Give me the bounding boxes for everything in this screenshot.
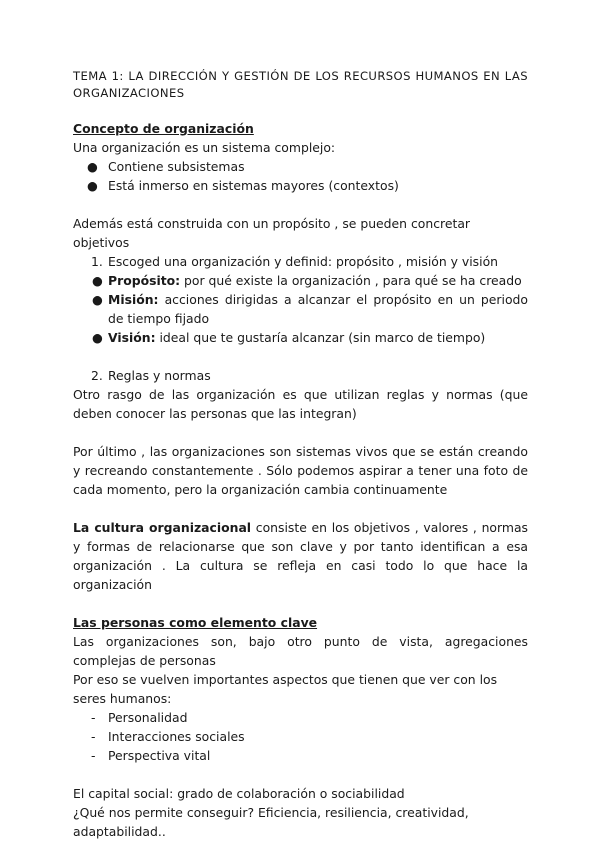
bullet-icon: ●	[87, 159, 98, 174]
list-item-text: Perspectiva vital	[108, 748, 211, 763]
list-item	[73, 252, 528, 271]
section2-para1: Las organizaciones son, bajo otro punto de vista, agregaciones complejas de personas	[73, 634, 528, 668]
term-definition: acciones dirigidas a alcanzar el propósito en un periodo de tiempo fijado	[108, 292, 528, 326]
dash-icon: -	[91, 710, 96, 725]
living-systems-paragraph: Por último , las organizaciones son sistemas vivos que se están creando y recreando constantemente . Sólo podemos aspirar a tener una foto de cada momento, pero la organización cambia continuamente	[73, 444, 528, 497]
list-item	[73, 746, 528, 765]
list-number: 1.	[91, 254, 103, 269]
list-item-text: Contiene subsistemas	[108, 159, 245, 174]
list-item	[73, 176, 528, 195]
list-item	[73, 290, 528, 328]
culture-paragraph	[73, 518, 528, 594]
culture-text: consiste en los objetivos , valores , normas y formas de relacionarse que son clave y por tanto identifican a esa organización . La cultura se refleja en casi todo lo que hace la organización	[73, 520, 528, 592]
list-item	[73, 328, 528, 347]
purpose-list	[73, 252, 528, 385]
capital-line1: El capital social: grado de colaboración o sociabilidad	[73, 786, 405, 801]
rules-paragraph: Otro rasgo de las organización es que utilizan reglas y normas (que deben conocer las personas que las integran)	[73, 387, 528, 421]
bullet-icon: ●	[92, 273, 103, 288]
document-title: TEMA 1: LA DIRECCIÓN Y GESTIÓN DE LOS RECURSOS HUMANOS EN LAS ORGANIZACIONES	[73, 69, 528, 100]
bullet-icon: ●	[87, 178, 98, 193]
term-label: Propósito:	[108, 273, 181, 288]
section-heading-concepto: Concepto de organización	[73, 121, 254, 136]
term-label: Misión:	[108, 292, 159, 307]
list-item-text: Está inmerso en sistemas mayores (contextos)	[108, 178, 399, 193]
list-item-text: Escoged una organización y definid: propósito , misión y visión	[108, 254, 499, 269]
human-aspects-list	[73, 708, 528, 765]
dash-icon: -	[91, 748, 96, 763]
list-item-text: Personalidad	[108, 710, 188, 725]
term-definition: por qué existe la organización , para qué se ha creado	[180, 273, 522, 288]
section1-bullet-list	[73, 157, 528, 195]
capital-line2: ¿Qué nos permite conseguir? Eficiencia, resiliencia, creatividad, adaptabilidad..	[73, 805, 469, 839]
document-page	[73, 68, 528, 841]
section-heading-personas: Las personas como elemento clave	[73, 615, 318, 630]
spacer	[73, 347, 528, 366]
list-item	[73, 271, 528, 290]
bullet-icon: ●	[92, 292, 103, 307]
culture-label: La cultura organizacional	[73, 520, 252, 535]
list-item-text: Reglas y normas	[108, 368, 211, 383]
dash-icon: -	[91, 729, 96, 744]
list-item-text: Interacciones sociales	[108, 729, 245, 744]
list-item	[73, 366, 528, 385]
list-number: 2.	[91, 368, 103, 383]
list-item	[73, 708, 528, 727]
list-item	[73, 727, 528, 746]
bullet-icon: ●	[92, 330, 103, 345]
term-definition: ideal que te gustaría alcanzar (sin marco de tiempo)	[155, 330, 486, 345]
list-item	[73, 157, 528, 176]
term-label: Visión:	[108, 330, 156, 345]
section1-intro: Una organización es un sistema complejo:	[73, 140, 336, 155]
purpose-intro: Además está construida con un propósito , se pueden concretar objetivos	[73, 216, 471, 250]
section2-para2: Por eso se vuelven importantes aspectos que tienen que ver con los seres humanos:	[73, 672, 498, 706]
